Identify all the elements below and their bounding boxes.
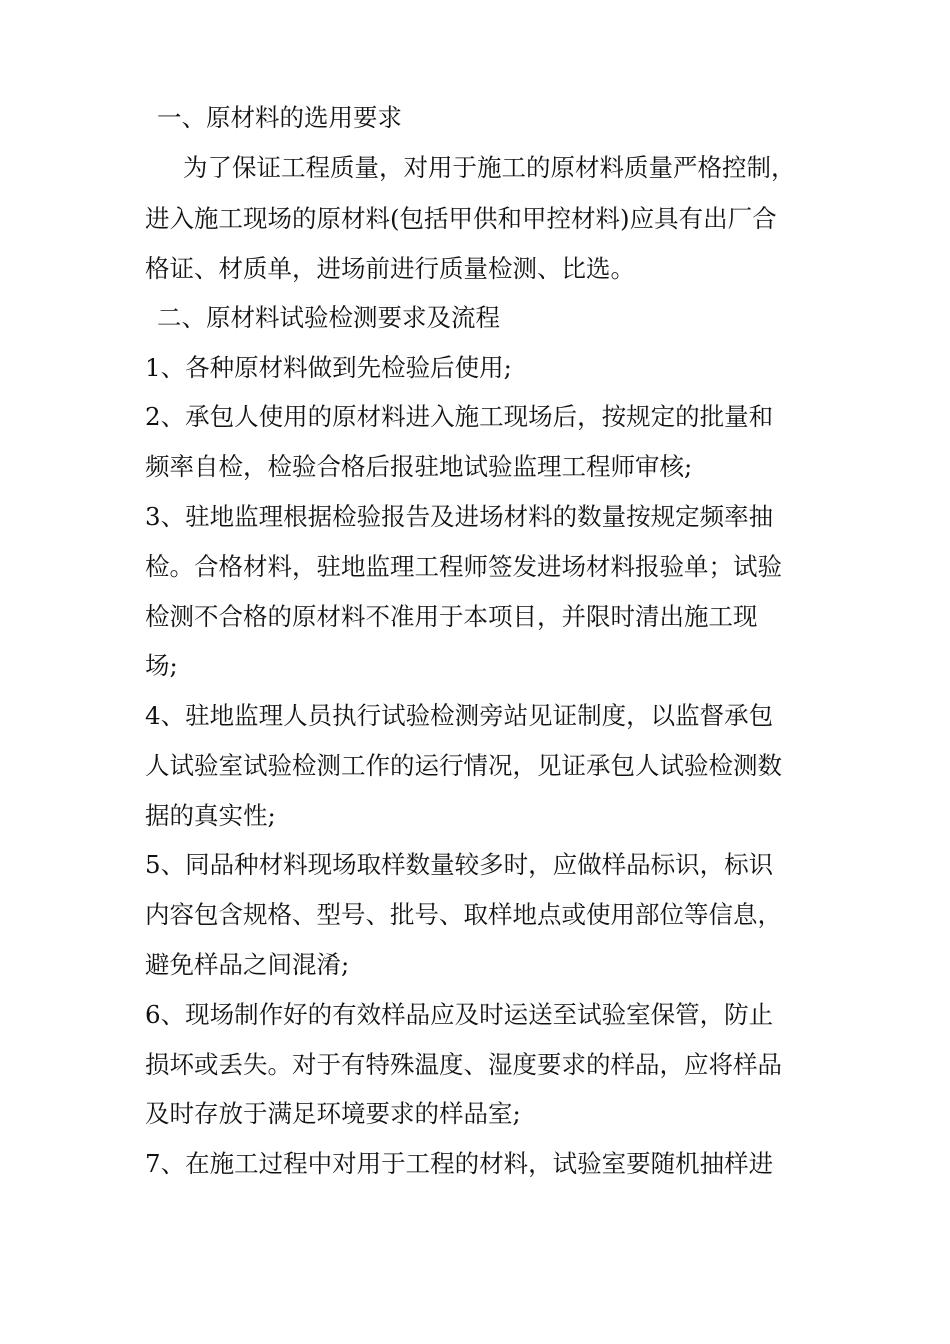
item-2-line-2: 频率自检，检验合格后报驻地试验监理工程师审核; bbox=[145, 452, 693, 481]
item-1-line-1: 1、各种原材料做到先检验后使用; bbox=[145, 353, 512, 382]
item-6-line-2: 损坏或丢失。对于有特殊温度、湿度要求的样品，应将样品 bbox=[145, 1050, 782, 1079]
item-4-line-1: 4、驻地监理人员执行试验检测旁站见证制度，以监督承包 bbox=[145, 701, 774, 730]
item-4-line-2: 人试验室试验检测工作的运行情况，见证承包人试验检测数 bbox=[145, 751, 782, 780]
item-4-line-3: 据的真实性; bbox=[145, 801, 276, 830]
section-1-paragraph-line-1: 为了保证工程质量，对用于施工的原材料质量严格控制， bbox=[183, 153, 796, 182]
item-3-line-2: 检。合格材料，驻地监理工程师签发进场材料报验单；试验 bbox=[145, 552, 782, 581]
section-1-paragraph-line-3: 格证、材质单，进场前进行质量检测、比选。 bbox=[145, 254, 635, 283]
item-3-line-3: 检测不合格的原材料不准用于本项目，并限时清出施工现 bbox=[145, 602, 758, 631]
section-2-heading: 二、原材料试验检测要求及流程 bbox=[157, 303, 500, 332]
section-1-paragraph-line-2: 进入施工现场的原材料(包括甲供和甲控材料)应具有出厂合 bbox=[145, 204, 777, 233]
item-5-line-1: 5、同品种材料现场取样数量较多时，应做样品标识，标识 bbox=[145, 850, 774, 879]
item-6-line-3: 及时存放于满足环境要求的样品室; bbox=[145, 1099, 521, 1128]
item-7-line-1: 7、在施工过程中对用于工程的材料，试验室要随机抽样进 bbox=[145, 1149, 774, 1178]
item-3-line-1: 3、驻地监理根据检验报告及进场材料的数量按规定频率抽 bbox=[145, 502, 774, 531]
item-5-line-3: 避免样品之间混淆; bbox=[145, 950, 350, 979]
item-5-line-2: 内容包含规格、型号、批号、取样地点或使用部位等信息， bbox=[145, 900, 782, 929]
section-1-heading: 一、原材料的选用要求 bbox=[157, 103, 402, 132]
item-6-line-1: 6、现场制作好的有效样品应及时运送至试验室保管，防止 bbox=[145, 1000, 774, 1029]
item-2-line-1: 2、承包人使用的原材料进入施工现场后，按规定的批量和 bbox=[145, 402, 774, 431]
item-3-line-4: 场; bbox=[145, 651, 178, 680]
